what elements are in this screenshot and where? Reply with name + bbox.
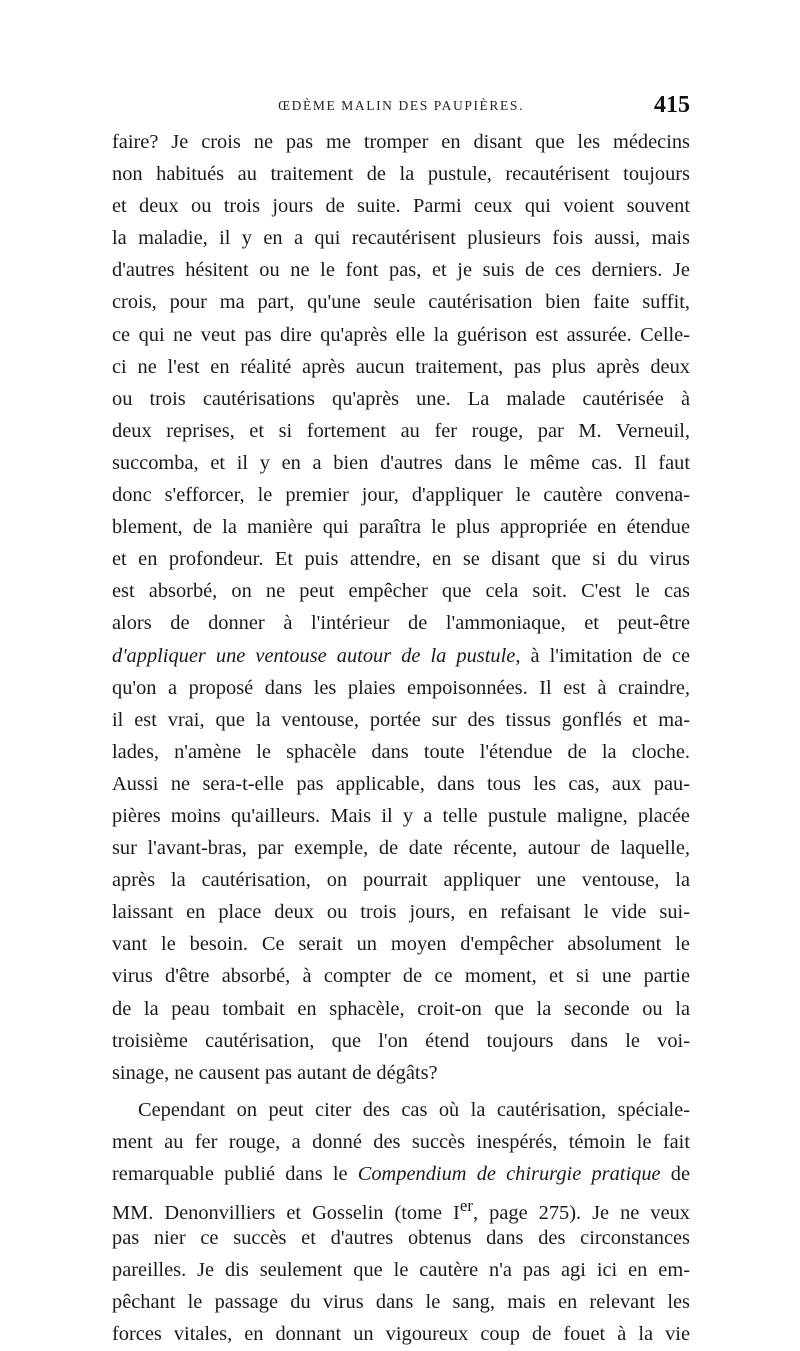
- text-line: crois, pour ma part, qu'une seule cautérisation bien faite suffit,: [112, 291, 690, 314]
- text-line: [112, 1158, 690, 1190]
- text-line: blement, de la manière qui paraîtra le plus appropriée en étendue: [112, 516, 690, 539]
- text-line: et en profondeur. Et puis attendre, en se disant que si du virus: [112, 548, 690, 571]
- superscript: er: [459, 1196, 474, 1216]
- text-line: est absorbé, on ne peut empêcher que cela soit. C'est le cas: [112, 580, 690, 603]
- body-text: [112, 126, 690, 1351]
- text-run: , à l'imitation de ce: [515, 644, 690, 667]
- text-line: et deux ou trois jours de suite. Parmi ceux qui voient souvent: [112, 195, 690, 218]
- text-line: pêchant le passage du virus dans le sang, mais en relevant les: [112, 1291, 690, 1314]
- text-line: d'autres hésitent ou ne le font pas, et je suis de ces derniers. Je: [112, 259, 690, 282]
- text-line: succomba, et il y en a bien d'autres dans le même cas. Il faut: [112, 451, 690, 474]
- text-line: pareilles. Je dis seulement que le cautère n'a pas agi ici en em-: [112, 1259, 690, 1282]
- text-line: non habitués au traitement de la pustule, recautérisent toujours: [112, 163, 690, 186]
- text-line: ce qui ne veut pas dire qu'après elle la guérison est assurée. Celle-: [112, 323, 690, 346]
- text-line: ou trois cautérisations qu'après une. La malade cautérisée à: [112, 387, 690, 410]
- text-line: sinage, ne causent pas autant de dégâts?: [112, 1061, 438, 1084]
- text-line: Cependant on peut citer des cas où la cautérisation, spéciale-: [138, 1098, 690, 1121]
- italic-phrase: d'appliquer une ventouse autour de la pustule: [112, 644, 516, 667]
- text-run: , page 275). Je ne veux: [473, 1201, 691, 1224]
- text-line: qu'on a proposé dans les plaies empoisonnées. Il est à craindre,: [112, 676, 690, 699]
- text-run: remarquable publié dans le: [112, 1163, 358, 1185]
- paragraph-2: [112, 1094, 690, 1351]
- text-line: alors de donner à l'intérieur de l'ammoniaque, et peut-être: [112, 612, 690, 635]
- text-line: donc s'efforcer, le premier jour, d'appliquer le cautère convena-: [112, 484, 690, 507]
- text-line: il est vrai, que la ventouse, portée sur des tissus gonflés et ma-: [112, 708, 690, 731]
- text-line: après la cautérisation, on pourrait appliquer une ventouse, la: [112, 869, 690, 892]
- text-line: virus d'être absorbé, à compter de ce moment, et si une partie: [112, 965, 690, 988]
- text-line: faire? Je crois ne pas me tromper en disant que les médecins: [112, 131, 690, 153]
- text-line: vant le besoin. Ce serait un moyen d'empêcher absolument le: [112, 933, 690, 956]
- text-line: pas nier ce succès et d'autres obtenus dans des circonstances: [112, 1227, 690, 1250]
- text-line: ment au fer rouge, a donné des succès inespérés, témoin le fait: [112, 1130, 690, 1153]
- text-line: forces vitales, en donnant un vigoureux coup de fouet à la vie: [112, 1323, 690, 1346]
- text-line: pières moins qu'ailleurs. Mais il y a telle pustule maligne, placée: [112, 804, 690, 827]
- text-line: de la peau tombait en sphacèle, croit-on que la seconde ou la: [112, 997, 690, 1020]
- paragraph-1: [112, 126, 690, 1089]
- text-line: la maladie, il y en a qui recautérisent plusieurs fois aussi, mais: [112, 227, 690, 250]
- running-head: [112, 92, 690, 122]
- text-line: [112, 1190, 690, 1222]
- text-line: lades, n'amène le sphacèle dans toute l'étendue de la cloche.: [112, 740, 690, 763]
- text-line: ci ne l'est en réalité après aucun traitement, pas plus après deux: [112, 355, 690, 378]
- text-line: deux reprises, et si fortement au fer rouge, par M. Verneuil,: [112, 419, 690, 442]
- text-line: sur l'avant-bras, par exemple, de date récente, autour de laquelle,: [112, 837, 690, 860]
- text-line: [112, 640, 690, 672]
- running-title: ŒDÈME MALIN DES PAUPIÈRES.: [278, 98, 524, 113]
- text-line: troisième cautérisation, que l'on étend toujours dans le voi-: [112, 1029, 690, 1052]
- text-line: laissant en place deux ou trois jours, en refaisant le vide sui-: [112, 901, 690, 924]
- italic-title: Compendium de chirurgie pratique: [357, 1163, 661, 1185]
- text-run: MM. Denonvilliers et Gosselin (tome I: [112, 1201, 460, 1224]
- page-number: 415: [654, 92, 690, 118]
- text-run: de: [660, 1163, 691, 1185]
- text-line: Aussi ne sera-t-elle pas applicable, dans tous les cas, aux pau-: [112, 772, 690, 795]
